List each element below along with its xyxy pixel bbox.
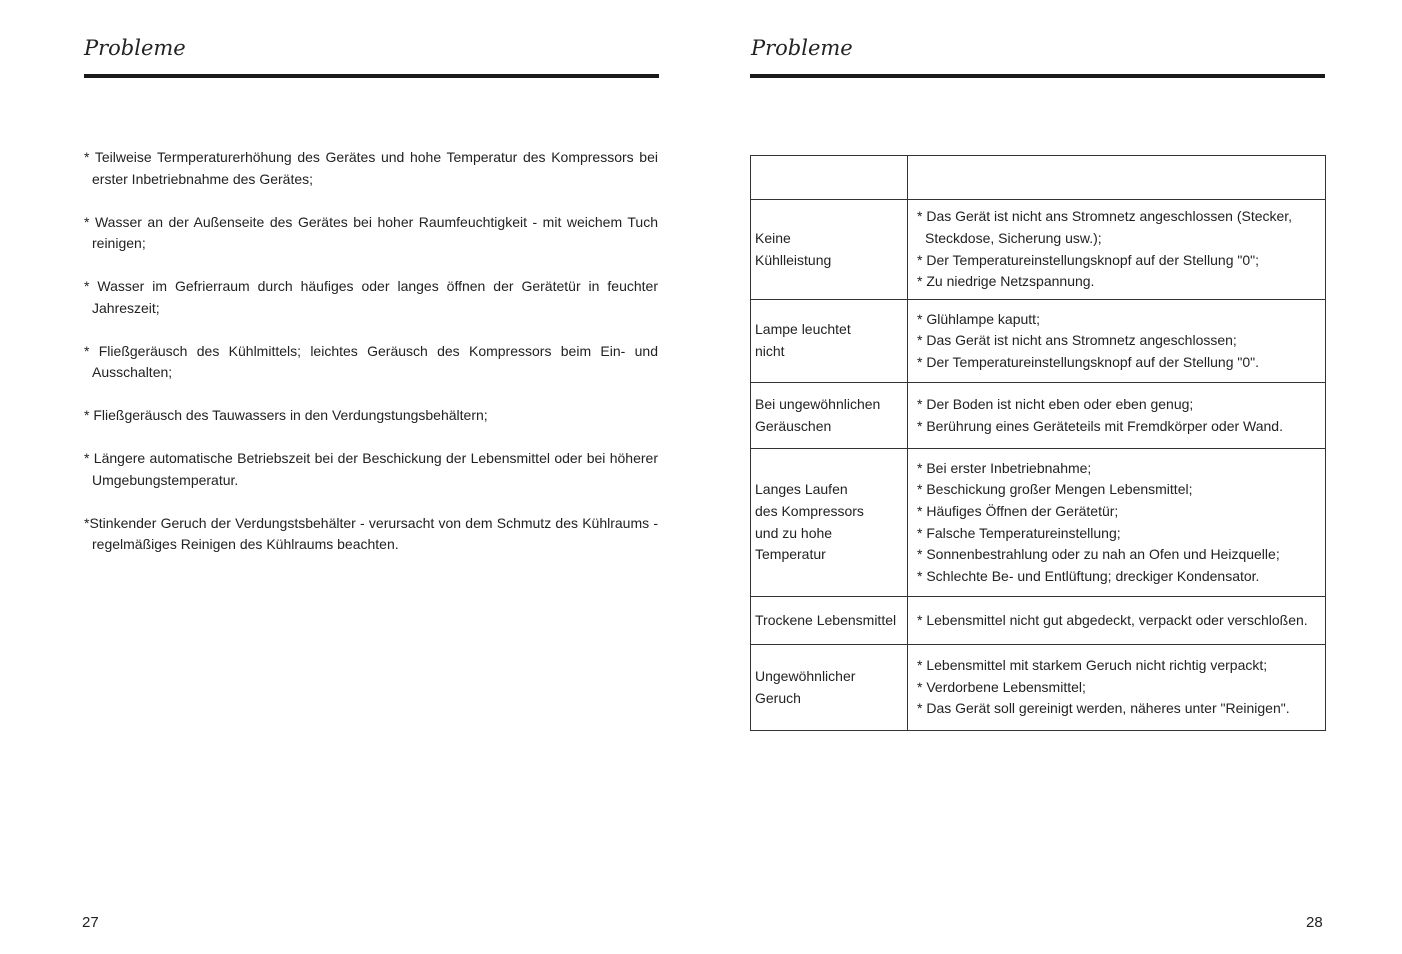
cause-text: * Das Gerät soll gereinigt werden, näheres unter "Reinigen".	[917, 700, 1290, 717]
causes-cell	[908, 597, 1326, 645]
problem-text: Geräuschen	[755, 417, 832, 434]
page-number: 28	[1306, 914, 1323, 931]
cause-text: * Glühlampe kaputt;	[917, 310, 1040, 327]
problem-text: Bei ungewöhnlichen	[755, 395, 881, 412]
page-title: Probleme	[84, 36, 186, 60]
problem-cell	[751, 300, 908, 383]
table-row	[751, 449, 1326, 597]
causes-cell	[908, 449, 1326, 597]
table-row	[751, 383, 1326, 449]
table-row	[751, 300, 1326, 383]
problem-cell	[751, 200, 908, 300]
table-row	[751, 597, 1326, 645]
cause-text: * Das Gerät ist nicht ans Stromnetz angeschlossen;	[917, 332, 1237, 349]
causes-cell	[908, 383, 1326, 449]
problem-text: des Kompressors	[755, 502, 864, 519]
table-header-row	[751, 156, 1326, 200]
cause-text: * Das Gerät ist nicht ans Stromnetz angeschlossen (Stecker, Steckdose, Sicherung usw.);	[917, 208, 1293, 246]
cause-text: * Der Temperatureinstellungsknopf auf der Stellung "0";	[917, 251, 1259, 268]
list-item: * Fließgeräusch des Tauwassers in den Verdungstungsbehältern;	[84, 407, 488, 423]
problem-text: nicht	[755, 343, 785, 359]
causes-cell	[908, 300, 1326, 383]
cause-text: * Falsche Temperatureinstellung;	[917, 524, 1121, 541]
list-item: * Fließgeräusch des Kühlmittels; leichtes Geräusch des Kompressors beim Ein- und Ausschalten;	[84, 342, 658, 380]
table-header-problem	[751, 156, 908, 200]
cause-text: * Der Boden ist nicht eben oder eben genug;	[917, 395, 1194, 412]
cause-text: * Verdorbene Lebensmittel;	[917, 678, 1086, 695]
cause-text: * Schlechte Be- und Entlüftung; dreckiger Kondensator.	[917, 567, 1260, 584]
problem-text: Keine	[755, 229, 791, 246]
right-page	[701, 0, 1402, 954]
problem-cell	[751, 449, 908, 597]
cause-text: * Bei erster Inbetriebnahme;	[917, 459, 1092, 476]
list-item: * Teilweise Termperaturerhöhung des Gerätes und hohe Temperatur des Kompressors bei erster Inbetriebnahme des Gerätes;	[84, 149, 658, 187]
problem-cell	[751, 645, 908, 731]
cause-text: * Zu niedrige Netzspannung.	[917, 273, 1095, 290]
list-item: * Wasser im Gefrierraum durch häufiges oder langes öffnen der Gerätetür in feuchter Jahreszeit;	[84, 278, 658, 316]
table-header-causes	[908, 156, 1326, 200]
cause-text: * Berührung eines Geräteteils mit Fremdkörper oder Wand.	[917, 417, 1283, 434]
page-title: Probleme	[751, 36, 853, 60]
causes-cell	[908, 200, 1326, 300]
table-row	[751, 645, 1326, 731]
causes-cell	[908, 645, 1326, 731]
list-item: *Stinkender Geruch der Verdungstsbehälter - verursacht von dem Schmutz des Kühlraums - regelmäßiges Reinigen des Kühlraums beachten.	[84, 514, 658, 552]
problem-text: und zu hohe	[755, 524, 833, 541]
problem-text: Lampe leuchtet	[755, 321, 851, 338]
header-rule	[750, 74, 1325, 78]
cause-text: * Beschickung großer Mengen Lebensmittel;	[917, 481, 1193, 498]
problem-text: Temperatur	[755, 546, 826, 563]
cause-text: * Sonnenbestrahlung oder zu nah an Ofen und Heizquelle;	[917, 546, 1280, 563]
list-item: * Längere automatische Betriebszeit bei der Beschickung der Lebensmittel oder bei höherer Umgebungstemperatur.	[84, 450, 658, 488]
troubleshooting-table	[750, 155, 1326, 731]
cause-text: * Lebensmittel nicht gut abgedeckt, verpackt oder verschloßen.	[917, 611, 1308, 628]
normal-phenomena-list	[84, 147, 658, 577]
cause-text: * Der Temperatureinstellungsknopf auf der Stellung "0".	[917, 353, 1259, 370]
cause-text: * Häufiges Öffnen der Gerätetür;	[917, 502, 1119, 519]
page-number: 27	[82, 914, 99, 931]
cause-text: * Lebensmittel mit starkem Geruch nicht richtig verpackt;	[917, 657, 1268, 674]
problem-text: Geruch	[755, 689, 801, 706]
problem-text: Trockene Lebensmittel	[755, 611, 897, 628]
header-rule	[84, 74, 659, 78]
problem-cell	[751, 597, 908, 645]
table-row	[751, 200, 1326, 300]
problem-cell	[751, 383, 908, 449]
problem-text: Langes Laufen	[755, 481, 848, 498]
problem-text: Kühlleistung	[755, 251, 832, 268]
problem-text: Ungewöhnlicher	[755, 667, 856, 684]
list-item: * Wasser an der Außenseite des Gerätes bei hoher Raumfeuchtigkeit - mit weichem Tuch reinigen;	[84, 213, 658, 251]
